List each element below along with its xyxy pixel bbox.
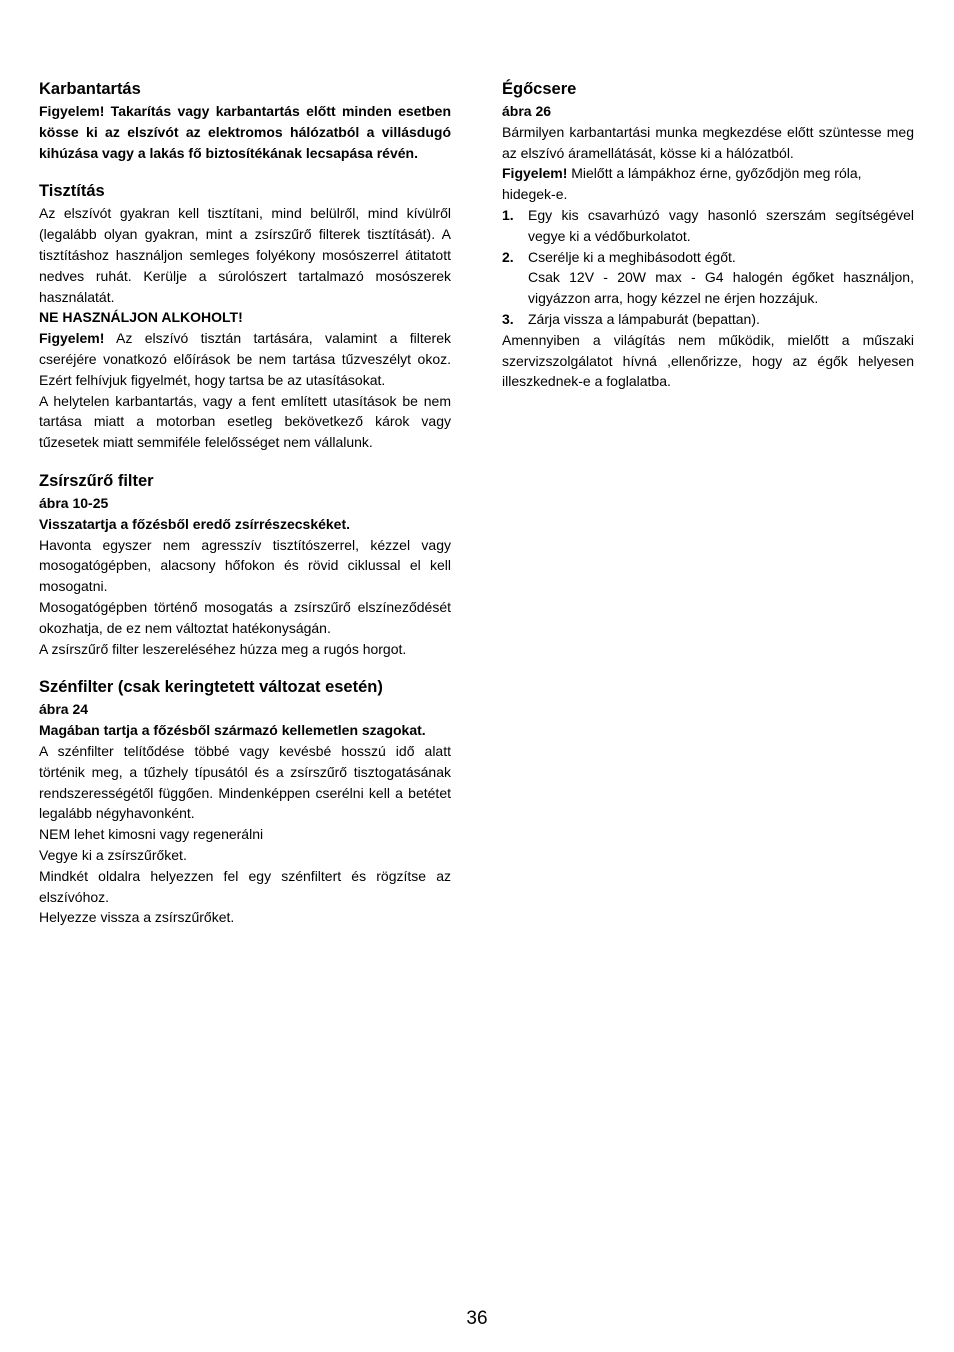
no-alcohol-notice: NE HASZNÁLJON ALKOHOLT! <box>39 309 243 326</box>
section-karbantartas <box>39 78 451 163</box>
warning-text: Az elszívó tisztán tartására, valamint a filterek cseréjére vonatkozó előírások be nem tartása tűzveszélyt okoz. Ezért felhívjuk figyelmét, hogy tartsa be az utasításokat. <box>39 330 451 388</box>
list-item <box>502 309 914 330</box>
szenfilter-paragraph-3: Vegye ki a zsírszűrőket. <box>39 846 187 863</box>
zsirszuro-paragraph-2: Mosogatógépben történő mosogatás a zsírszűrő elszíneződését okozhatja, de ez nem változtat hatékonyságán. <box>39 598 451 636</box>
warning-label: Figyelem! <box>502 165 568 182</box>
szenfilter-paragraph-2: NEM lehet kimosni vagy regenerálni <box>39 826 264 843</box>
figure-ref-egocsere: ábra 26 <box>502 103 552 119</box>
tisztitas-paragraph-2: A helytelen karbantartás, vagy a fent említett utasítások be nem tartása miatt a motorban esetleg bekövetkező károk vagy tűzesetek miatt semmiféle felelősséget nem vállalunk. <box>39 392 451 451</box>
szenfilter-paragraph-4: Mindkét oldalra helyezzen fel egy szénfiltert és rögzítse az elszívóhoz. <box>39 867 451 905</box>
warning-karbantartas: Figyelem! Takarítás vagy karbantartás előtt minden esetben kösse ki az elszívót az elektromos hálózatból a villásdugó kihúzása vagy a lakás fő biztosítékának lecsapása révén. <box>39 103 451 161</box>
szenfilter-paragraph-5: Helyezze vissza a zsírszűrőket. <box>39 909 235 926</box>
egocsere-warning <box>502 163 914 205</box>
egocsere-paragraph-2: Amennyiben a világítás nem működik, mielőtt a műszaki szervizszolgálatot hívná ,ellenőrizze, hogy az égők helyesen illeszkednek-e a foglalatba. <box>502 331 914 390</box>
figure-ref-zsirszuro: ábra 10-25 <box>39 494 109 511</box>
step-number: 3. <box>502 310 514 327</box>
section-tisztitas <box>39 180 451 453</box>
egocsere-paragraph-1: Bármilyen karbantartási munka megkezdése előtt szüntesse meg az elszívó áramellátását, kösse ki a hálózatból. <box>502 123 914 161</box>
step-number: 2. <box>502 248 514 265</box>
zsirszuro-bold-line: Visszatartja a főzésből eredő zsírrészecskéket. <box>39 515 351 532</box>
zsirszuro-paragraph-1: Havonta egyszer nem agresszív tisztítószerrel, kézzel vagy mosogatógépben, alacsony hőfokon és rövid ciklussal el kell mosogatni. <box>39 536 451 595</box>
warning-label: Figyelem! <box>39 330 105 347</box>
page-number: 36 <box>466 1308 488 1329</box>
section-szenfilter <box>39 676 451 928</box>
section-zsirszuro <box>39 470 451 659</box>
zsirszuro-paragraph-3: A zsírszűrő filter leszereléséhez húzza meg a rugós horgot. <box>39 640 407 657</box>
warning-text: Mielőtt a lámpákhoz érne, győződjön meg róla, hidegek-e. <box>502 165 862 203</box>
right-column <box>502 78 914 409</box>
list-item <box>502 205 914 247</box>
list-item <box>502 247 914 309</box>
heading-egocsere: Égőcsere <box>502 80 577 98</box>
left-column <box>39 78 451 945</box>
heading-szenfilter: Szénfilter (csak keringtetett változat esetén) <box>39 678 383 697</box>
step-extra-text: Csak 12V - 20W max - G4 halogén égőket használjon, vigyázzon arra, hogy kézzel ne érjen hozzájuk. <box>528 269 914 307</box>
step-text: Zárja vissza a lámpaburát (bepattan). <box>528 310 760 327</box>
step-text: Egy kis csavarhúzó vagy hasonló szerszám segítségével vegye ki a védőburkolatot. <box>528 206 914 244</box>
szenfilter-paragraph-1: A szénfilter telítődése többé vagy kevésbé hosszú idő alatt történik meg, a tűzhely típusától és a zsírszűrő tisztogatásának rendszerességétől függően. Mindenképpen cserélni kell a betétet legalább négyhavonként. <box>39 742 451 822</box>
figure-ref-szenfilter: ábra 24 <box>39 701 89 718</box>
tisztitas-paragraph-1: Az elszívót gyakran kell tisztítani, mind belülről, mind kívülről (legalább olyan gyakran, mint a zsírszűrő filterek tisztítását). A tisztításhoz használjon semleges folyékony mosószerrel átitatott nedves ruhát. Kerülje a súrolószert tartalmazó mosószerek használatát. <box>39 205 451 305</box>
section-egocsere <box>502 78 914 392</box>
heading-tisztitas: Tisztítás <box>39 182 105 201</box>
step-number: 1. <box>502 206 514 223</box>
step-text: Cserélje ki a meghibásodott égőt. <box>528 248 736 265</box>
tisztitas-warning <box>39 328 451 390</box>
heading-zsirszuro: Zsírszűrő filter <box>39 471 154 490</box>
szenfilter-bold-line: Magában tartja a főzésből származó kellemetlen szagokat. <box>39 722 426 739</box>
heading-karbantartas: Karbantartás <box>39 80 141 98</box>
steps-list <box>502 205 914 330</box>
